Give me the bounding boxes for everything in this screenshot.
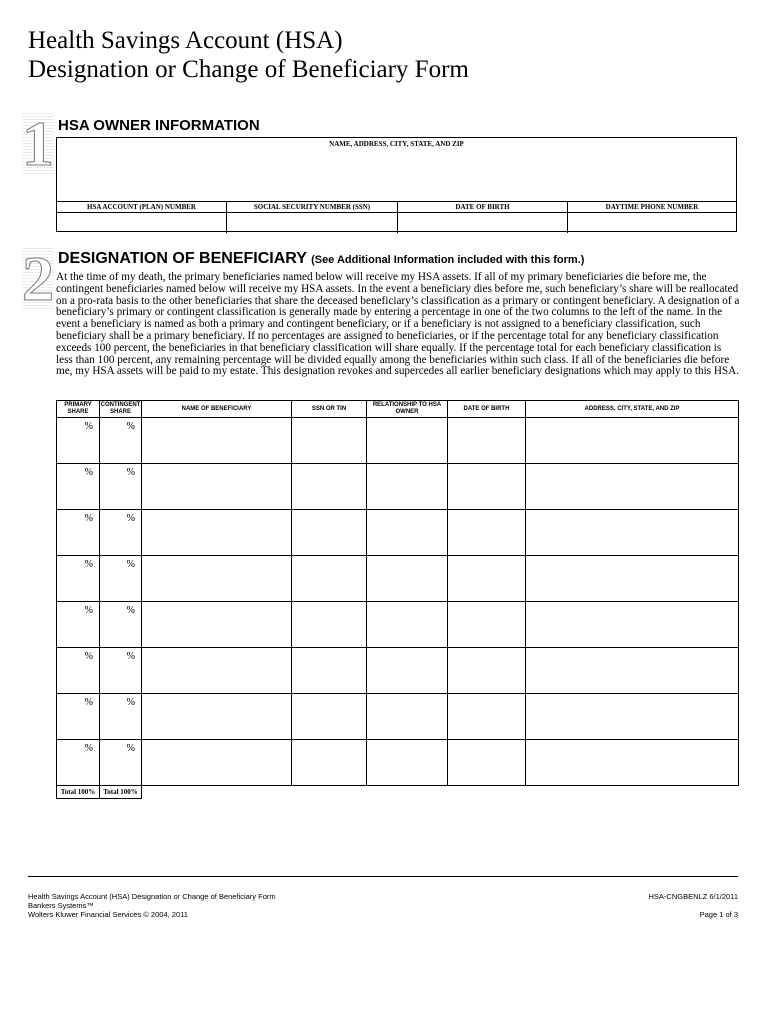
beneficiary-name-cell[interactable] (142, 740, 292, 786)
footer-form-code: HSA-CNGBENLZ 6/1/2011 (648, 892, 738, 901)
relationship-cell[interactable] (367, 510, 448, 556)
relationship-cell[interactable] (367, 556, 448, 602)
section1-heading: HSA OWNER INFORMATION (58, 117, 260, 134)
date-of-birth-cell[interactable] (448, 556, 526, 602)
form-title-line2: Designation or Change of Beneficiary Form (28, 56, 469, 83)
address-cell[interactable] (526, 418, 739, 464)
col-ssn-tin: SSN OR TIN (292, 401, 367, 418)
col-primary-share: PRIMARY SHARE (57, 401, 100, 418)
beneficiary-name-cell[interactable] (142, 418, 292, 464)
form-title-line1: Health Savings Account (HSA) (28, 27, 343, 54)
col-beneficiary-name: NAME OF BENEFICIARY (142, 401, 292, 418)
contingent-share-cell[interactable]: % (100, 694, 142, 740)
address-cell[interactable] (526, 510, 739, 556)
form-title (28, 26, 469, 84)
contingent-share-cell[interactable]: % (100, 464, 142, 510)
beneficiary-name-cell[interactable] (142, 556, 292, 602)
relationship-cell[interactable] (367, 740, 448, 786)
beneficiary-row (57, 418, 739, 464)
total-contingent: Total 100% (100, 786, 142, 799)
date-of-birth-cell[interactable] (448, 464, 526, 510)
beneficiary-name-cell[interactable] (142, 510, 292, 556)
owner-name-address-label: NAME, ADDRESS, CITY, STATE, AND ZIP (329, 140, 464, 148)
ssn-label: SOCIAL SECURITY NUMBER (SSN) (227, 202, 397, 213)
primary-share-cell[interactable]: % (57, 510, 100, 556)
address-cell[interactable] (526, 694, 739, 740)
account-number-field[interactable] (57, 202, 227, 233)
beneficiary-instructions: At the time of my death, the primary beneficiaries named below will receive my HSA assets. If all of my primary beneficiaries die before me, the contingent beneficiaries named below will receive my HSA assets. In the event a beneficiary dies before me, such beneficiary’s share will be reallocated on a pro-rata basis to the other beneficiaries that share the deceased beneficiary’s classification as a primary or contingent beneficiary. A designation of a beneficiary’s primary or contingent classification is generally made by entering a percentage in one of the two columns to the left of the name. In the event a beneficiary is named as both a primary and contingent beneficiary, or if a beneficiary is not assigned to a beneficiary classification, such beneficiary shall be a primary beneficiary. If no percentages are assigned to beneficiaries, or if the percentage total for any beneficiary classification exceeds 100 percent, the beneficiaries in that beneficiary classification will share equally. If the percentage total for each beneficiary classification is less than 100 percent, any remaining percentage will be divided equally among the beneficiaries within such class. If all of the beneficiaries die before me, my HSA assets will be paid to my estate. This designation revokes and supercedes all earlier beneficiary designations which may apply to this HSA. (56, 271, 740, 378)
date-of-birth-cell[interactable] (448, 694, 526, 740)
primary-share-cell[interactable]: % (57, 648, 100, 694)
footer-divider (28, 876, 738, 877)
section2-number: 2 (22, 243, 54, 314)
contingent-share-cell[interactable]: % (100, 510, 142, 556)
beneficiary-name-cell[interactable] (142, 648, 292, 694)
beneficiary-name-cell[interactable] (142, 464, 292, 510)
ssn-tin-cell[interactable] (292, 418, 367, 464)
footer-publisher: Bankers Systems™ (28, 901, 94, 910)
date-of-birth-cell[interactable] (448, 418, 526, 464)
relationship-cell[interactable] (367, 694, 448, 740)
relationship-cell[interactable] (367, 648, 448, 694)
beneficiary-row (57, 740, 739, 786)
dob-label: DATE OF BIRTH (398, 202, 567, 213)
totals-row (57, 786, 739, 799)
primary-share-cell[interactable]: % (57, 556, 100, 602)
section1-number: 1 (22, 108, 54, 179)
relationship-cell[interactable] (367, 602, 448, 648)
beneficiary-table (56, 400, 739, 799)
dob-field[interactable] (398, 202, 568, 233)
relationship-cell[interactable] (367, 418, 448, 464)
section2-heading-wrap (58, 250, 584, 268)
address-cell[interactable] (526, 740, 739, 786)
relationship-cell[interactable] (367, 464, 448, 510)
contingent-share-cell[interactable]: % (100, 740, 142, 786)
col-relationship: RELATIONSHIP TO HSA OWNER (367, 401, 448, 418)
totals-spacer (292, 786, 367, 799)
beneficiary-row (57, 510, 739, 556)
totals-spacer (367, 786, 448, 799)
contingent-share-cell[interactable]: % (100, 418, 142, 464)
beneficiary-row (57, 602, 739, 648)
primary-share-cell[interactable]: % (57, 694, 100, 740)
ssn-field[interactable] (227, 202, 398, 233)
ssn-tin-cell[interactable] (292, 464, 367, 510)
ssn-tin-cell[interactable] (292, 648, 367, 694)
section2-heading: DESIGNATION OF BENEFICIARY (58, 250, 307, 267)
ssn-tin-cell[interactable] (292, 510, 367, 556)
primary-share-cell[interactable]: % (57, 740, 100, 786)
beneficiary-table-header (57, 401, 739, 418)
date-of-birth-cell[interactable] (448, 740, 526, 786)
ssn-tin-cell[interactable] (292, 740, 367, 786)
section2-subheading: (See Additional Information included with this form.) (311, 254, 585, 266)
contingent-share-cell[interactable]: % (100, 602, 142, 648)
footer-left (28, 892, 276, 919)
date-of-birth-cell[interactable] (448, 510, 526, 556)
date-of-birth-cell[interactable] (448, 602, 526, 648)
address-cell[interactable] (526, 464, 739, 510)
owner-name-address-field[interactable] (57, 150, 736, 201)
ssn-tin-cell[interactable] (292, 694, 367, 740)
totals-spacer (526, 786, 739, 799)
owner-info-box (56, 137, 737, 232)
beneficiary-name-cell[interactable] (142, 602, 292, 648)
address-cell[interactable] (526, 602, 739, 648)
total-primary: Total 100% (57, 786, 100, 799)
primary-share-cell[interactable]: % (57, 602, 100, 648)
phone-field[interactable] (568, 202, 736, 233)
contingent-share-cell[interactable]: % (100, 556, 142, 602)
contingent-share-cell[interactable]: % (100, 648, 142, 694)
col-date-of-birth: DATE OF BIRTH (448, 401, 526, 418)
col-contingent-share: CONTINGENT SHARE (100, 401, 142, 418)
date-of-birth-cell[interactable] (448, 648, 526, 694)
beneficiary-row (57, 694, 739, 740)
primary-share-cell[interactable]: % (57, 464, 100, 510)
totals-spacer (448, 786, 526, 799)
beneficiary-name-cell[interactable] (142, 694, 292, 740)
beneficiary-row (57, 648, 739, 694)
beneficiary-row (57, 464, 739, 510)
phone-label: DAYTIME PHONE NUMBER (568, 202, 736, 213)
totals-spacer (142, 786, 292, 799)
address-cell[interactable] (526, 648, 739, 694)
primary-share-cell[interactable]: % (57, 418, 100, 464)
footer-copyright: Wolters Kluwer Financial Services © 2004, 2011 (28, 910, 188, 919)
beneficiary-row (57, 556, 739, 602)
footer-right (649, 892, 738, 919)
ssn-tin-cell[interactable] (292, 602, 367, 648)
address-cell[interactable] (526, 556, 739, 602)
col-address: ADDRESS, CITY, STATE, AND ZIP (526, 401, 739, 418)
ssn-tin-cell[interactable] (292, 556, 367, 602)
footer-page-number: Page 1 of 3 (699, 910, 738, 919)
footer-form-name: Health Savings Account (HSA) Designation or Change of Beneficiary Form (28, 892, 276, 901)
account-number-label: HSA ACCOUNT (PLAN) NUMBER (57, 202, 226, 213)
